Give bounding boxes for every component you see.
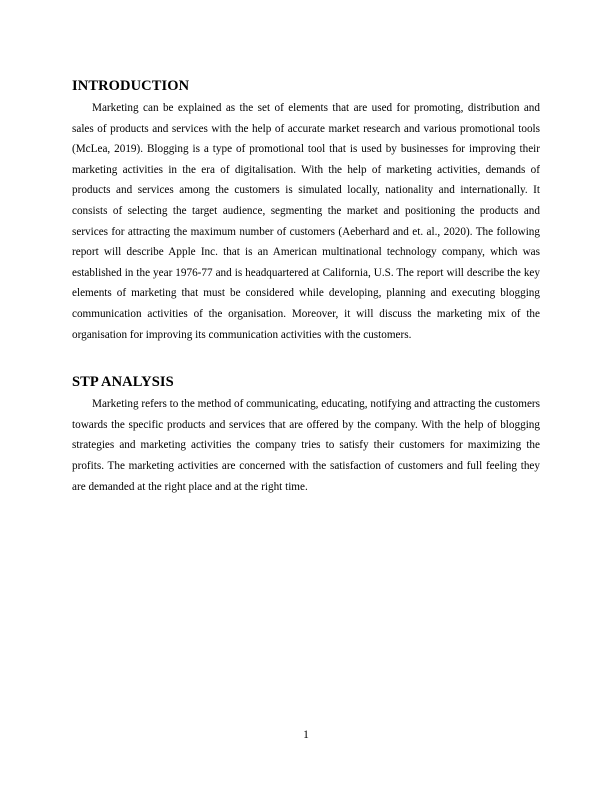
paragraph-introduction: Marketing can be explained as the set of elements that are used for promoting, distribution and sales of products and services with the help of accurate market research and various promotional tools (McLea, 2019). Blogging is a type of promotional tool that is used by businesses for improving their marketing activities in the era of digitalisation. With the help of marketing activities, demands of products and services among the customers is simulated locally, nationality and internationally. It consists of selecting the target audience, segmenting the market and positioning the products and services for attracting the maximum number of customers (Aeberhard and et. al., 2020). The following report will describe Apple Inc. that is an American multinational technology company, which was established in the year 1976-77 and is headquartered at California, U.S. The report will describe the key elements of marketing that must be considered while developing, planning and executing blogging communication activities of the organisation. Moreover, it will discuss the marketing mix of the organisation for improving its communication activities with the customers. [72, 102, 540, 341]
paragraph-stp-analysis: Marketing refers to the method of communicating, educating, notifying and attracting the customers towards the specific products and services that are offered by the company. With the help of blogging strategies and marketing activities the company tries to satisfy their customers for maximizing the profits. The marketing activities are concerned with the satisfaction of customers and full feeling they are demanded at the right place and at the right time. [72, 398, 540, 493]
section-heading-introduction: INTRODUCTION [72, 78, 190, 94]
section-introduction [72, 76, 540, 345]
page-number: 1 [303, 729, 309, 741]
section-stp-analysis [72, 372, 540, 497]
page-content [72, 76, 540, 497]
section-heading-stp-analysis: STP ANALYSIS [72, 374, 174, 391]
